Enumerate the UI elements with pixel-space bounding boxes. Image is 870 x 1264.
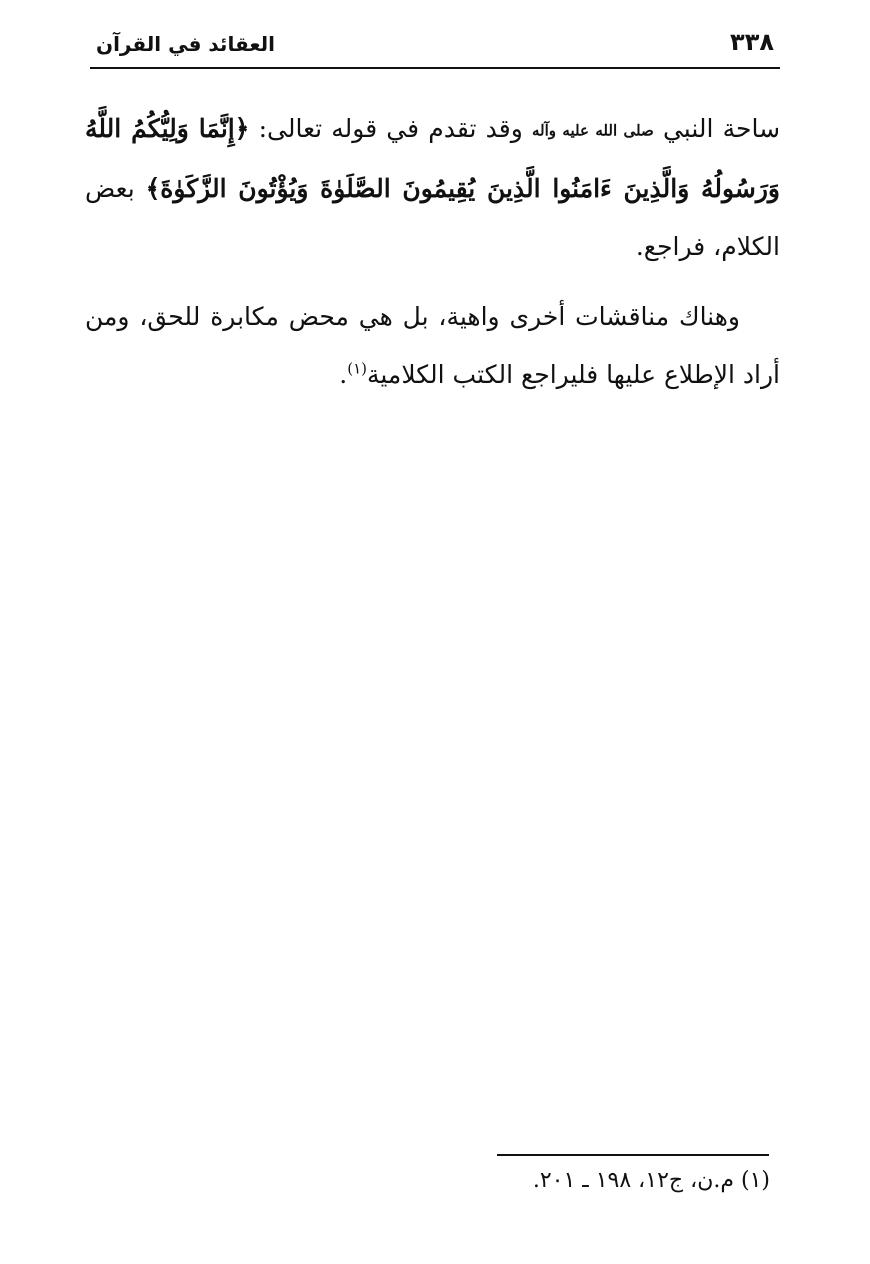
p1-text-a: ساحة النبي — [662, 114, 781, 143]
p1-text-b: وقد تقدم في قوله تعالى: — [258, 114, 523, 143]
footnote-1: (١) م.ن، ج١٢، ١٩٨ ـ ٢٠١. — [532, 1168, 770, 1193]
footnote-rule — [497, 1154, 769, 1156]
running-header — [90, 28, 780, 68]
paragraph-2 — [85, 288, 780, 404]
header-rule — [90, 67, 780, 69]
quran-bracket-open: ﴿ — [234, 114, 250, 143]
salutation-glyph: صلى الله عليه وآله — [531, 121, 654, 140]
book-title: العقائد في القرآن — [96, 32, 276, 56]
footnote-reference: (١) — [347, 359, 367, 378]
quran-bracket-close: ﴾ — [145, 173, 161, 203]
quran-verse: إِنَّمَا وَلِيُّكُمُ اللَّهُ وَرَسُولُهُ وَالَّذِينَ ءَامَنُوا الَّذِينَ يُقِيمُونَ الصَّلَوٰةَ وَيُؤْتُونَ الزَّكَوٰةَ — [85, 114, 780, 203]
page-number: ٣٣٨ — [730, 28, 774, 56]
p2-text: وهناك مناقشات أخرى واهية، بل هي محض مكابرة للحق، ومن أراد الإطلاع عليها فليراجع الكتب الكلامية — [85, 301, 780, 389]
main-text — [85, 100, 780, 416]
p2-end: . — [339, 359, 348, 389]
p1-text-c: بعض الكلام، فراجع. — [85, 173, 780, 261]
paragraph-1 — [85, 100, 780, 276]
